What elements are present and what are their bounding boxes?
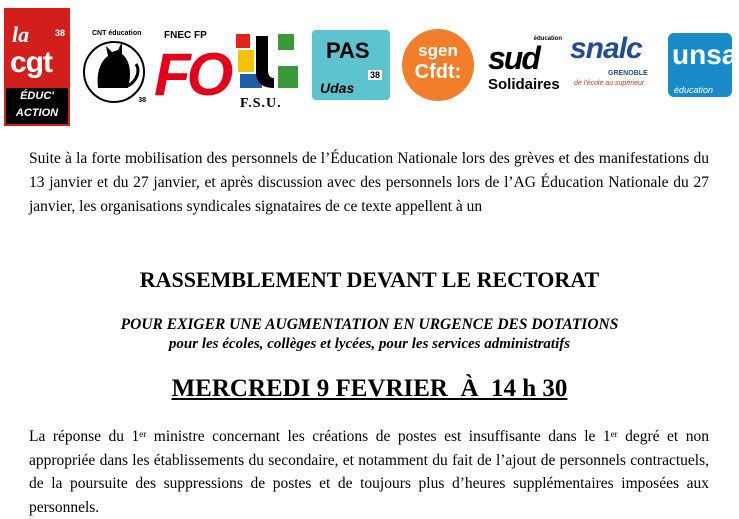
- event-date: MERCREDI 9 FEVRIER À 14 h 30: [171, 375, 568, 402]
- educ-line1: ÉDUC': [20, 90, 54, 102]
- unsa-word: unsa: [672, 39, 738, 70]
- cnt-number: 38: [138, 97, 146, 104]
- educ-action-badge: [6, 88, 68, 124]
- fsu-u-icon: [234, 30, 304, 92]
- fsu-logo: [234, 30, 304, 112]
- union-logos: [0, 0, 739, 130]
- educ-line2: ACTION: [15, 107, 59, 119]
- snalc-slogan: de l'école au supérieur: [574, 80, 645, 87]
- intro-paragraph: Suite à la forte mobilisation des personnels de l’Éducation Nationale lors des grèves et des manifestations du 13 janvier et du 27 janvier, et après discussion avec des personnels lors de l’AG Éducation Nationale du 27 janvier, les organisations syndicales signataires de ce texte appellent à un: [29, 150, 709, 215]
- black-cat-icon: [78, 30, 150, 106]
- fo-word: FO: [154, 41, 230, 108]
- sgen-cfdt-logo: [402, 29, 474, 101]
- sgen-line2: Cfdt:: [414, 61, 462, 83]
- sud-logo: [488, 36, 566, 98]
- cgt-number: 38: [54, 28, 65, 38]
- cgt-logo: [4, 8, 70, 126]
- snalc-city: GRENOBLE: [608, 70, 648, 77]
- page-title: RASSEMBLEMENT DEVANT LE RECTORAT: [139, 267, 600, 292]
- cnt-logo: [78, 30, 150, 106]
- snalc-logo: [568, 30, 664, 102]
- subtitle-scope: pour les écoles, collèges et lycées, pour les services administratifs: [168, 336, 571, 352]
- unsa-sub: éducation: [674, 85, 714, 95]
- cnt-label: CNT éducation: [92, 30, 142, 37]
- sud-sub: Solidaires: [488, 76, 560, 93]
- unsa-logo: [668, 33, 738, 97]
- body-sup1: er: [139, 429, 147, 439]
- cgt-la: la: [12, 22, 30, 47]
- snalc-word: snalc: [570, 32, 642, 65]
- body-part1: La réponse du 1: [29, 428, 140, 445]
- body-sup2: er: [610, 429, 618, 439]
- sgen-line1: sgen: [418, 41, 458, 60]
- fo-logo: [152, 30, 234, 110]
- body-part3: degré et non appropriée dans les établissements du secondaire, et notamment du fait de l’ajout de personnels contractuels, de la poursuite des suppressions de postes et de toujours plus d’heures supplémentaires imposées aux personnels.: [29, 428, 709, 516]
- pas-number: 38: [369, 70, 380, 80]
- pas-word: PAS: [326, 38, 370, 63]
- sud-edu: éducation: [533, 36, 562, 42]
- cgt-word: cgt: [10, 46, 52, 79]
- body-paragraph: [29, 425, 709, 519]
- pas-logo: [312, 30, 390, 100]
- subtitle-demand: POUR EXIGER UNE AUGMENTATION EN URGENCE DES DOTATIONS: [120, 316, 619, 333]
- body-part2: ministre concernant les créations de postes est insuffisante dans le 1: [146, 428, 611, 445]
- pas-udas: Udas: [320, 80, 355, 96]
- fo-sub: FNEC FP: [164, 30, 207, 41]
- sud-word: sud: [488, 40, 539, 76]
- fsu-word: F.S.U.: [240, 96, 282, 111]
